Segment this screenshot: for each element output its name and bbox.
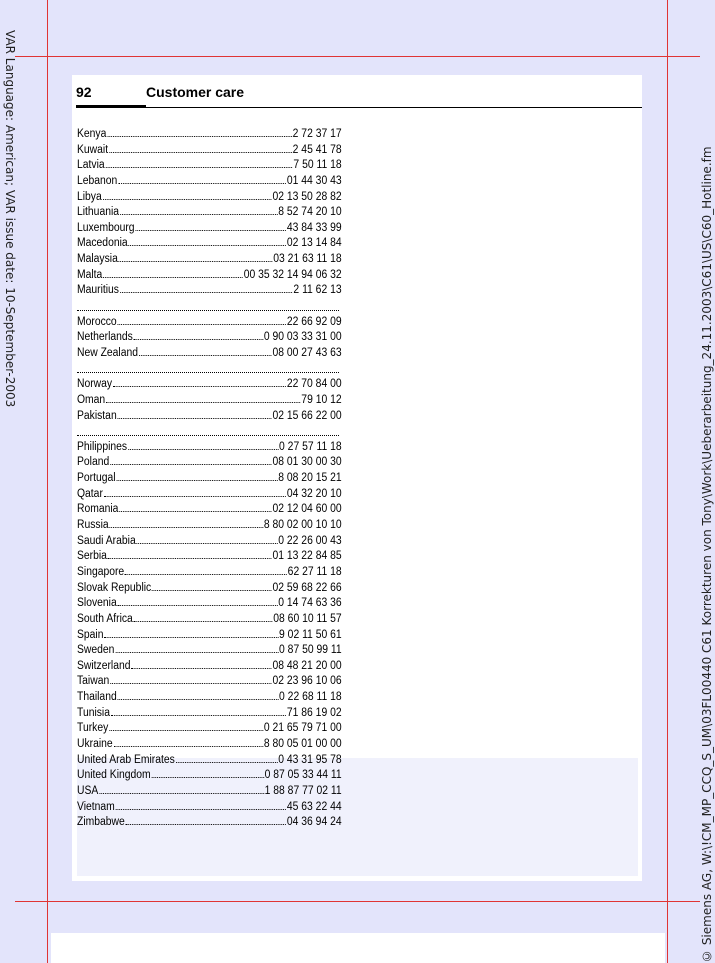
- dot-leader: [99, 793, 264, 794]
- next-page-edge: [51, 933, 665, 963]
- dot-leader: [134, 339, 263, 340]
- hotline-row: [77, 815, 342, 831]
- dot-leader: [126, 824, 286, 825]
- group-separator: [77, 358, 339, 374]
- country-name: Taiwan: [77, 675, 110, 688]
- phone-number: 2 45 41 78: [292, 143, 342, 156]
- country-name: Qatar: [77, 487, 103, 500]
- phone-number: 8 52 74 20 10: [278, 206, 342, 219]
- country-name: Slovak Republic: [77, 581, 152, 594]
- hotline-row: [77, 596, 342, 612]
- dot-leader: [129, 245, 286, 246]
- country-name: USA: [77, 784, 99, 797]
- hotline-row: [77, 643, 342, 659]
- country-name: Slovenia: [77, 597, 117, 610]
- phone-number: 1 88 87 77 02 11: [264, 784, 342, 797]
- country-name: Malta: [77, 268, 103, 281]
- country-name: Serbia: [77, 550, 107, 563]
- country-name: Saudi Arabia: [77, 534, 136, 547]
- country-name: Libya: [77, 190, 102, 203]
- crop-mark-top-horizontal: [15, 56, 700, 57]
- hotline-row: [77, 143, 342, 159]
- dot-leader: [134, 621, 273, 622]
- country-name: Singapore: [77, 565, 125, 578]
- country-name: Tunisia: [77, 706, 110, 719]
- hotline-row: [77, 518, 342, 534]
- page-title: Customer care: [146, 84, 245, 100]
- hotline-row: [77, 471, 342, 487]
- hotline-row: [77, 252, 342, 268]
- hotline-list: [77, 127, 342, 831]
- hotline-row: [77, 221, 342, 237]
- phone-number: 8 08 20 15 21: [278, 472, 342, 485]
- hotline-row: [77, 127, 342, 143]
- phone-number: 22 70 84 00: [286, 378, 342, 391]
- hotline-row: [77, 487, 342, 503]
- country-name: Morocco: [77, 315, 117, 328]
- phone-number: 22 66 92 09: [286, 315, 342, 328]
- header-rule: [146, 107, 642, 108]
- country-name: United Arab Emirates: [77, 753, 175, 766]
- dot-leader: [120, 214, 277, 215]
- phone-number: 0 87 50 99 11: [279, 644, 342, 657]
- country-name: Ukraine: [77, 737, 113, 750]
- dot-leader: [137, 543, 278, 544]
- phone-number: 01 44 30 43: [286, 174, 342, 187]
- phone-number: 79 10 12: [301, 393, 342, 406]
- hotline-row: [77, 549, 342, 565]
- dot-leader: [128, 449, 278, 450]
- group-separator: [77, 420, 339, 436]
- dot-leader: [104, 496, 286, 497]
- hotline-row: [77, 768, 342, 784]
- hotline-row: [77, 190, 342, 206]
- phone-number: 08 48 21 20 00: [272, 659, 342, 672]
- country-name: United Kingdom: [77, 769, 151, 782]
- hotline-row: [77, 534, 342, 550]
- dot-leader: [118, 699, 279, 700]
- hotline-row: [77, 440, 342, 456]
- hotline-row: [77, 737, 342, 753]
- phone-number: 0 27 57 11 18: [279, 440, 342, 453]
- country-name: Philippines: [77, 440, 128, 453]
- country-name: Luxembourg: [77, 221, 135, 234]
- hotline-row: [77, 268, 342, 284]
- dot-leader: [120, 292, 293, 293]
- country-name: Pakistan: [77, 409, 117, 422]
- crop-mark-right-vertical: [667, 0, 668, 963]
- dot-leader: [111, 715, 286, 716]
- phone-number: 01 13 22 84 85: [272, 550, 342, 563]
- country-name: Norway: [77, 378, 113, 391]
- phone-number: 9 02 11 50 61: [279, 628, 342, 641]
- phone-number: 0 43 31 95 78: [278, 753, 342, 766]
- phone-number: 08 60 10 11 57: [273, 612, 342, 625]
- phone-number: 08 01 30 00 30: [272, 456, 342, 469]
- phone-number: 62 27 11 18: [287, 565, 342, 578]
- header-rule-accent: [76, 105, 146, 108]
- country-name: Oman: [77, 393, 106, 406]
- dot-leader: [108, 558, 272, 559]
- phone-number: 2 72 37 17: [292, 128, 342, 140]
- dot-leader: [114, 746, 263, 747]
- phone-number: 00 35 32 14 94 06 32: [243, 268, 342, 281]
- dot-leader: [152, 590, 272, 591]
- country-name: Lebanon: [77, 174, 118, 187]
- phone-number: 8 80 05 01 00 00: [263, 737, 342, 750]
- country-name: Turkey: [77, 722, 109, 735]
- country-name: Zimbabwe: [77, 816, 125, 829]
- hotline-row: [77, 690, 342, 706]
- country-name: Thailand: [77, 691, 117, 704]
- hotline-row: [77, 330, 342, 346]
- hotline-row: [77, 502, 342, 518]
- phone-number: 7 50 11 18: [293, 159, 342, 172]
- dot-leader: [106, 167, 293, 168]
- phone-number: 43 84 33 99: [286, 221, 342, 234]
- crop-mark-left-vertical: [47, 0, 48, 963]
- dot-leader: [118, 324, 286, 325]
- country-name: Latvia: [77, 159, 105, 172]
- dot-leader: [119, 511, 271, 512]
- dot-leader: [109, 152, 292, 153]
- country-name: Malaysia: [77, 253, 118, 266]
- phone-number: 02 59 68 22 66: [272, 581, 342, 594]
- phone-number: 0 87 05 33 44 11: [264, 769, 342, 782]
- hotline-row: [77, 628, 342, 644]
- dot-leader: [119, 261, 273, 262]
- dot-leader: [104, 637, 278, 638]
- phone-number: 0 22 26 00 43: [278, 534, 342, 547]
- hotline-row: [77, 315, 342, 331]
- group-separator: [77, 295, 339, 311]
- country-name: Kuwait: [77, 143, 109, 156]
- phone-number: 02 15 66 22 00: [272, 409, 342, 422]
- country-name: Poland: [77, 456, 110, 469]
- dot-leader: [103, 277, 243, 278]
- dot-leader: [110, 527, 263, 528]
- dot-leader: [176, 762, 278, 763]
- hotline-row: [77, 455, 342, 471]
- hotline-row: [77, 565, 342, 581]
- phone-number: 04 32 20 10: [286, 487, 342, 500]
- hotline-row: [77, 721, 342, 737]
- hotline-row: [77, 753, 342, 769]
- dot-leader: [116, 809, 286, 810]
- dot-leader: [118, 605, 278, 606]
- hotline-row: [77, 800, 342, 816]
- country-name: Switzerland: [77, 659, 131, 672]
- crop-mark-bottom-horizontal: [15, 901, 700, 902]
- phone-number: 8 80 02 00 10 10: [263, 519, 342, 532]
- country-name: Romania: [77, 503, 119, 516]
- dot-leader: [107, 136, 292, 137]
- hotline-row: [77, 674, 342, 690]
- country-name: Macedonia: [77, 237, 128, 250]
- country-name: Spain: [77, 628, 104, 641]
- dot-leader: [118, 418, 272, 419]
- phone-number: 0 90 03 33 31 00: [263, 331, 342, 344]
- phone-number: 03 21 63 11 18: [273, 253, 342, 266]
- phone-number: 45 63 22 44: [286, 800, 342, 813]
- phone-number: 0 22 68 11 18: [279, 691, 342, 704]
- country-name: New Zealand: [77, 346, 138, 359]
- dot-leader: [131, 668, 271, 669]
- page-number: 92: [76, 84, 92, 100]
- dot-leader: [110, 683, 271, 684]
- phone-number: 0 14 74 63 36: [278, 597, 342, 610]
- phone-number: 2 11 62 13: [293, 284, 342, 297]
- phone-number: 02 13 50 28 82: [272, 190, 342, 203]
- phone-number: 71 86 19 02: [286, 706, 342, 719]
- dot-leader: [139, 355, 272, 356]
- country-name: Lithuania: [77, 206, 120, 219]
- hotline-row: [77, 205, 342, 221]
- phone-number: 0 21 65 79 71 00: [263, 722, 342, 735]
- dot-leader: [125, 574, 287, 575]
- hotline-row: [77, 158, 342, 174]
- phone-number: 02 23 96 10 06: [272, 675, 342, 688]
- country-name: Portugal: [77, 472, 116, 485]
- dot-leader: [135, 230, 286, 231]
- country-name: South Africa: [77, 612, 133, 625]
- dot-leader: [110, 464, 271, 465]
- country-name: Russia: [77, 519, 109, 532]
- phone-number: 08 00 27 43 63: [272, 346, 342, 359]
- country-name: Kenya: [77, 128, 107, 140]
- dot-leader: [115, 652, 278, 653]
- hotline-row: [77, 581, 342, 597]
- hotline-row: [77, 612, 342, 628]
- dot-leader: [152, 777, 264, 778]
- side-info-right: © Siemens AG, W:\!CM_MP_CCQ_S_UM\03FL00440 C61 Korrekturen von Tony\Work\Ueberarbeitung_24.11.2003\C61\US\C60_Hotline.fm: [700, 146, 714, 963]
- phone-number: 02 13 14 84: [286, 237, 342, 250]
- hotline-row: [77, 174, 342, 190]
- dot-leader: [113, 386, 286, 387]
- side-info-left: VAR Language: American; VAR issue date: 10-September-2003: [3, 30, 17, 408]
- hotline-row: [77, 377, 342, 393]
- dot-leader: [106, 402, 300, 403]
- dot-leader: [103, 199, 272, 200]
- dot-leader: [118, 183, 286, 184]
- country-name: Mauritius: [77, 284, 119, 297]
- country-name: Netherlands: [77, 331, 133, 344]
- country-name: Sweden: [77, 644, 115, 657]
- dot-leader: [109, 730, 263, 731]
- hotline-row: [77, 784, 342, 800]
- dot-leader: [116, 480, 277, 481]
- phone-number: 02 12 04 60 00: [272, 503, 342, 516]
- hotline-row: [77, 393, 342, 409]
- hotline-row: [77, 659, 342, 675]
- hotline-row: [77, 706, 342, 722]
- country-name: Vietnam: [77, 800, 115, 813]
- hotline-row: [77, 236, 342, 252]
- phone-number: 04 36 94 24: [286, 816, 342, 829]
